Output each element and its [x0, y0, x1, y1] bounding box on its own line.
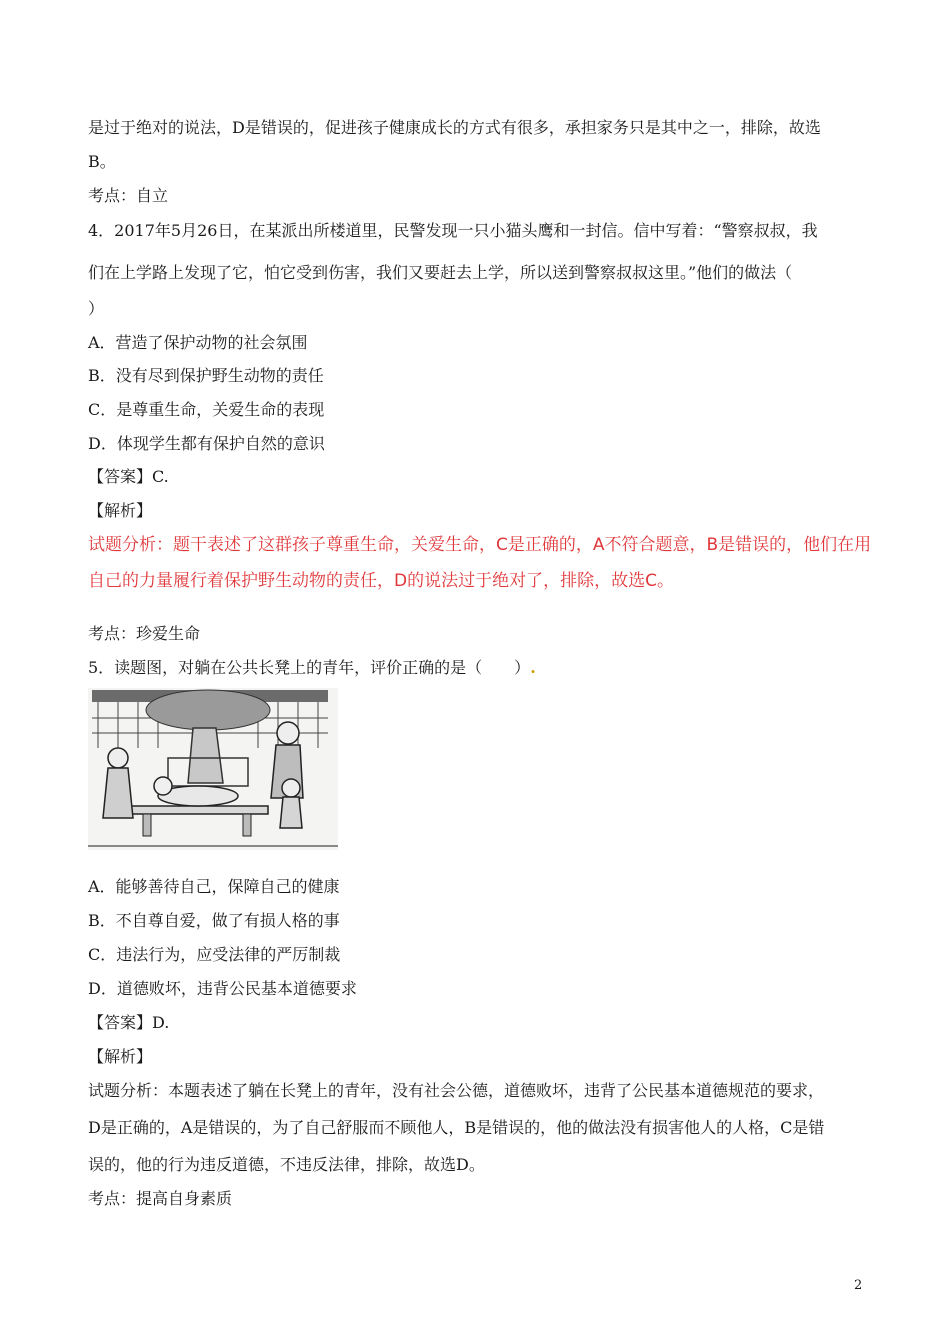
option-d: D．体现学生都有保护自然的意识	[88, 434, 325, 453]
analysis-label: 【解析】	[88, 1047, 153, 1066]
option-c: C．是尊重生命，关爱生命的表现	[88, 400, 325, 419]
analysis-text: 试题分析：本题表述了躺在长凳上的青年，没有社会公德，道德败坏，违背了公民基本道德规范的要求，	[88, 1081, 825, 1100]
answer-label: 【答案】D.	[88, 1013, 170, 1032]
option-b: B．没有尽到保护野生动物的责任	[88, 366, 324, 385]
text-line: B。	[88, 152, 116, 171]
page-number: 2	[854, 1278, 863, 1293]
analysis-text: D是正确的，A是错误的，为了自己舒服而不顾他人，B是错误的，他的做法没有损害他人的人格，C是错	[88, 1118, 825, 1137]
option-a: A．能够善待自己，保障自己的健康	[88, 877, 340, 896]
exam-point: 考点：提高自身素质	[88, 1189, 233, 1208]
question-4-stem: 们在上学路上发现了它，怕它受到伤害，我们又要赶去上学，所以送到警察叔叔这里。”他们的做法（	[88, 263, 793, 282]
option-c: C．违法行为，应受法律的严厉制裁	[88, 945, 341, 964]
question-4-stem: 4．2017年5月26日，在某派出所楼道里，民警发现一只小猫头鹰和一封信。信中写着：“警察叔叔，我	[88, 221, 818, 240]
text-line: 是过于绝对的说法，D是错误的，促进孩子健康成长的方式有很多，承担家务只是其中之一，排除，故选	[88, 118, 821, 137]
exam-point: 考点：珍爱生命	[88, 624, 201, 643]
question-5-dot: .	[530, 658, 536, 677]
question-5-text: 5．读题图，对躺在公共长凳上的青年，评价正确的是（ ）	[88, 658, 531, 677]
cartoon-svg	[88, 688, 338, 850]
option-d: D．道德败坏，违背公民基本道德要求	[88, 979, 357, 998]
answer-label: 【答案】C.	[88, 467, 169, 486]
question-4-stem: ）	[88, 299, 105, 318]
cartoon-illustration	[88, 688, 338, 850]
option-a: A．营造了保护动物的社会氛围	[88, 333, 308, 352]
option-b: B．不自尊自爱，做了有损人格的事	[88, 911, 340, 930]
exam-point: 考点：自立	[88, 186, 169, 205]
analysis-text: 误的，他的行为违反道德，不违反法律，排除，故选D。	[88, 1155, 485, 1174]
analysis-text: 试题分析：题干表述了这群孩子尊重生命，关爱生命，C是正确的，A不符合题意，B是错误的，他们在用	[88, 535, 872, 555]
analysis-text: 自己的力量履行着保护野生动物的责任，D的说法过于绝对了，排除，故选C。	[88, 571, 674, 591]
question-5-stem	[88, 658, 536, 678]
analysis-label: 【解析】	[88, 501, 153, 520]
